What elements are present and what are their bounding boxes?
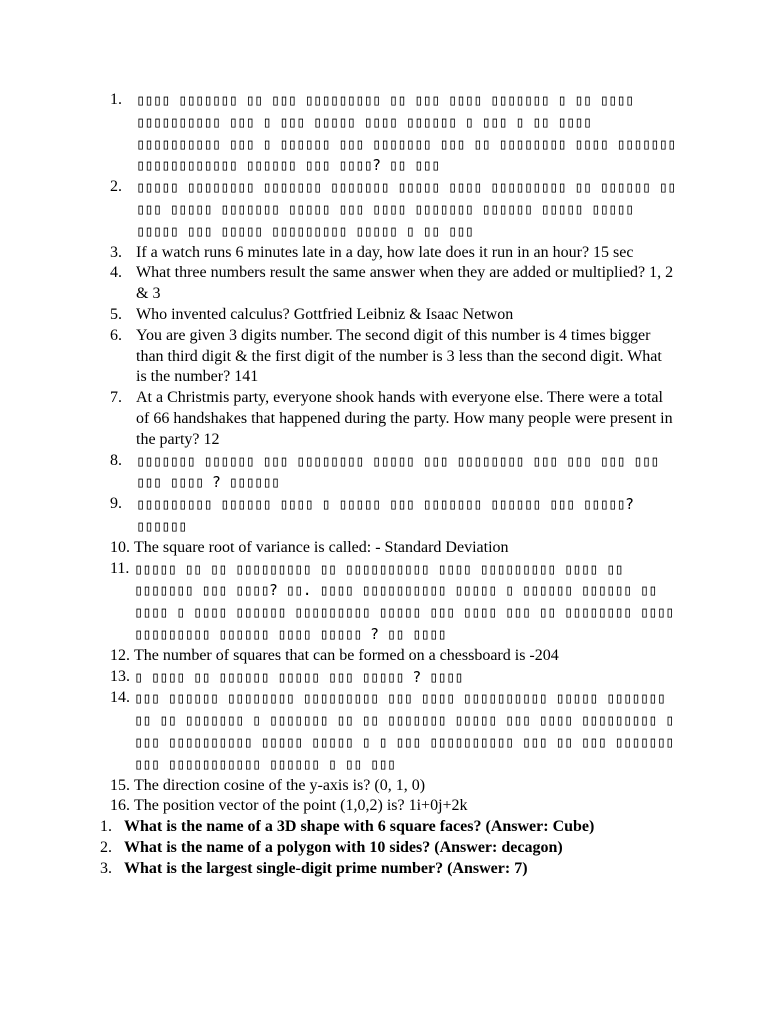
item-text: At a Christmis party, everyone shook hands with everyone else. There were a total of 66 handshakes that happened during the party. How many people were present in the party? 12 (136, 389, 673, 448)
list-item (0, 559, 768, 646)
item-number: 15. (110, 776, 130, 794)
item-number: 8. (110, 451, 122, 469)
list-item (0, 796, 768, 817)
item-number: 1. (100, 818, 112, 836)
item-number: 9. (110, 495, 122, 513)
list-item (0, 667, 768, 689)
list-item (0, 388, 768, 450)
list-item (0, 688, 768, 775)
item-number: 16. (110, 797, 130, 815)
item-number: 12. (110, 646, 130, 664)
item-number: 7. (110, 389, 122, 407)
item-text: What three numbers result the same answer when they are added or multiplied? 1, 2 & 3 (136, 264, 674, 303)
document-page (0, 90, 768, 879)
item-number: 6. (110, 326, 122, 344)
item-text: ▯▯▯▯▯ ▯▯ ▯▯ ▯▯▯▯▯▯▯▯▯ ▯▯ ▯▯▯▯▯▯▯▯▯▯ ▯▯▯▯ ▯▯▯▯▯▯▯▯▯ ▯▯▯▯ ▯▯ ▯▯▯▯▯▯▯ ▯▯▯ ▯▯▯▯? ▯▯. ▯▯▯▯ ▯▯▯▯▯▯▯▯▯▯ ▯▯▯▯▯ ▯ ▯▯▯▯▯▯ ▯▯▯▯▯▯ ▯▯ ▯▯▯▯ ▯ ▯▯▯▯ ▯▯▯▯▯▯ ▯▯▯▯▯▯▯▯▯ ▯▯▯▯▯ ▯▯▯ ▯▯▯▯ ▯▯▯ ▯▯ ▯▯▯▯▯▯▯▯ ▯▯▯▯ ▯▯▯▯▯▯▯▯▯ ▯▯▯▯▯▯ ▯▯▯▯ ▯▯▯▯▯ ? ▯▯ ▯▯▯▯ (134, 559, 674, 643)
item-text: You are given 3 digits number. The second digit of this number is 4 times bigger than third digit & the first digit of the number is 3 less than the second digit. What is the number? 141 (136, 326, 662, 386)
list-item (0, 451, 768, 495)
item-text: ▯▯▯▯▯▯▯▯▯ ▯▯▯▯▯▯ ▯▯▯▯ ▯ ▯▯▯▯▯ ▯▯▯ ▯▯▯▯▯▯▯ ▯▯▯▯▯▯ ▯▯▯ ▯▯▯▯▯? ▯▯▯▯▯▯ (136, 495, 634, 535)
list-item (0, 817, 768, 838)
item-text: What is the name of a polygon with 10 sides? (Answer: decagon) (124, 838, 563, 856)
item-number: 14. (110, 689, 130, 707)
item-number: 4. (110, 264, 122, 282)
list-item (0, 838, 768, 859)
item-text: Who invented calculus? Gottfried Leibniz & Isaac Netwon (136, 305, 514, 323)
list-item (0, 646, 768, 667)
list-item (0, 494, 768, 538)
bold-question-list (0, 817, 768, 879)
item-text: The direction cosine of the y-axis is? (0, 1, 0) (134, 776, 426, 794)
item-number: 11. (110, 559, 130, 577)
item-text: The position vector of the point (1,0,2) is? 1i+0j+2k (134, 797, 468, 815)
item-number: 3. (110, 243, 122, 261)
list-item (0, 90, 768, 177)
list-item (0, 538, 768, 559)
list-item (0, 263, 768, 305)
list-item (0, 326, 768, 388)
numbered-question-list (0, 90, 768, 817)
item-text: What is the largest single-digit prime number? (Answer: 7) (124, 859, 528, 877)
item-number: 10. (110, 538, 130, 556)
item-number: 2. (110, 178, 122, 196)
item-number: 1. (110, 91, 122, 108)
item-number: 2. (100, 838, 112, 856)
item-text: If a watch runs 6 minutes late in a day, how late does it run in an hour? 15 sec (136, 243, 634, 261)
list-item (0, 859, 768, 880)
item-number: 5. (110, 305, 122, 323)
item-text: ▯▯▯ ▯▯▯▯▯▯ ▯▯▯▯▯▯▯▯ ▯▯▯▯▯▯▯▯▯ ▯▯▯ ▯▯▯▯ ▯▯▯▯▯▯▯▯▯▯ ▯▯▯▯▯ ▯▯▯▯▯▯▯ ▯▯ ▯▯ ▯▯▯▯▯▯▯ ▯ ▯▯▯▯▯▯▯ ▯▯ ▯▯ ▯▯▯▯▯▯▯ ▯▯▯▯▯ ▯▯▯ ▯▯▯▯ ▯▯▯▯▯▯▯▯▯ ▯ ▯▯▯ ▯▯▯▯▯▯▯▯▯▯ ▯▯▯▯▯ ▯▯▯▯▯ ▯ ▯ ▯▯▯ ▯▯▯▯▯▯▯▯▯▯ ▯▯▯ ▯▯ ▯▯▯ ▯▯▯▯▯▯▯ ▯▯▯ ▯▯▯▯▯▯▯▯▯▯▯ ▯▯▯▯▯▯ ▯ ▯▯ ▯▯▯ (134, 689, 674, 773)
item-number: 3. (100, 859, 112, 877)
list-item (0, 776, 768, 797)
item-text: ▯▯▯▯▯ ▯▯▯▯▯▯▯▯ ▯▯▯▯▯▯▯ ▯▯▯▯▯▯▯ ▯▯▯▯▯ ▯▯▯▯ ▯▯▯▯▯▯▯▯▯ ▯▯ ▯▯▯▯▯▯ ▯▯ ▯▯▯ ▯▯▯▯▯ ▯▯▯▯▯▯▯ ▯▯▯▯▯ ▯▯▯ ▯▯▯▯ ▯▯▯▯▯▯▯ ▯▯▯▯▯▯ ▯▯▯▯▯ ▯▯▯▯▯ ▯▯▯▯▯ ▯▯▯ ▯▯▯▯▯ ▯▯▯▯▯▯▯▯▯ ▯▯▯▯▯ ▯ ▯▯ ▯▯▯ (136, 178, 676, 240)
list-item (0, 305, 768, 326)
item-text: The number of squares that can be formed on a chessboard is -204 (134, 646, 559, 664)
list-item (0, 177, 768, 242)
item-text: ▯▯▯▯▯▯▯ ▯▯▯▯▯▯ ▯▯▯ ▯▯▯▯▯▯▯▯ ▯▯▯▯▯ ▯▯▯ ▯▯▯▯▯▯▯▯ ▯▯▯ ▯▯▯ ▯▯▯ ▯▯▯ ▯▯▯ ▯▯▯▯ ? ▯▯▯▯▯▯ (136, 451, 659, 492)
list-item (0, 243, 768, 264)
item-text: What is the name of a 3D shape with 6 square faces? (Answer: Cube) (124, 818, 595, 836)
item-text: ▯ ▯▯▯▯ ▯▯ ▯▯▯▯▯▯ ▯▯▯▯▯ ▯▯▯ ▯▯▯▯▯ ? ▯▯▯▯ (134, 667, 463, 686)
item-text: ▯▯▯▯ ▯▯▯▯▯▯▯ ▯▯ ▯▯▯ ▯▯▯▯▯▯▯▯▯ ▯▯ ▯▯▯ ▯▯▯▯ ▯▯▯▯▯▯▯ ▯ ▯▯ ▯▯▯▯ ▯▯▯▯▯▯▯▯▯▯ ▯▯▯ ▯ ▯▯▯ ▯▯▯▯▯ ▯▯▯▯ ▯▯▯▯▯▯ ▯ ▯▯▯ ▯ ▯▯ ▯▯▯▯ ▯▯▯▯▯▯▯▯▯▯ ▯▯▯ ▯ ▯▯▯▯▯▯ ▯▯▯ ▯▯▯▯▯▯▯ ▯▯▯ ▯▯ ▯▯▯▯▯▯▯▯ ▯▯▯▯ ▯▯▯▯▯▯▯ ▯▯▯▯▯▯▯▯▯▯▯▯ ▯▯▯▯▯▯ ▯▯▯ ▯▯▯▯? ▯▯ ▯▯▯ (136, 91, 676, 175)
item-number: 13. (110, 667, 130, 685)
item-text: The square root of variance is called: - Standard Deviation (134, 538, 509, 556)
